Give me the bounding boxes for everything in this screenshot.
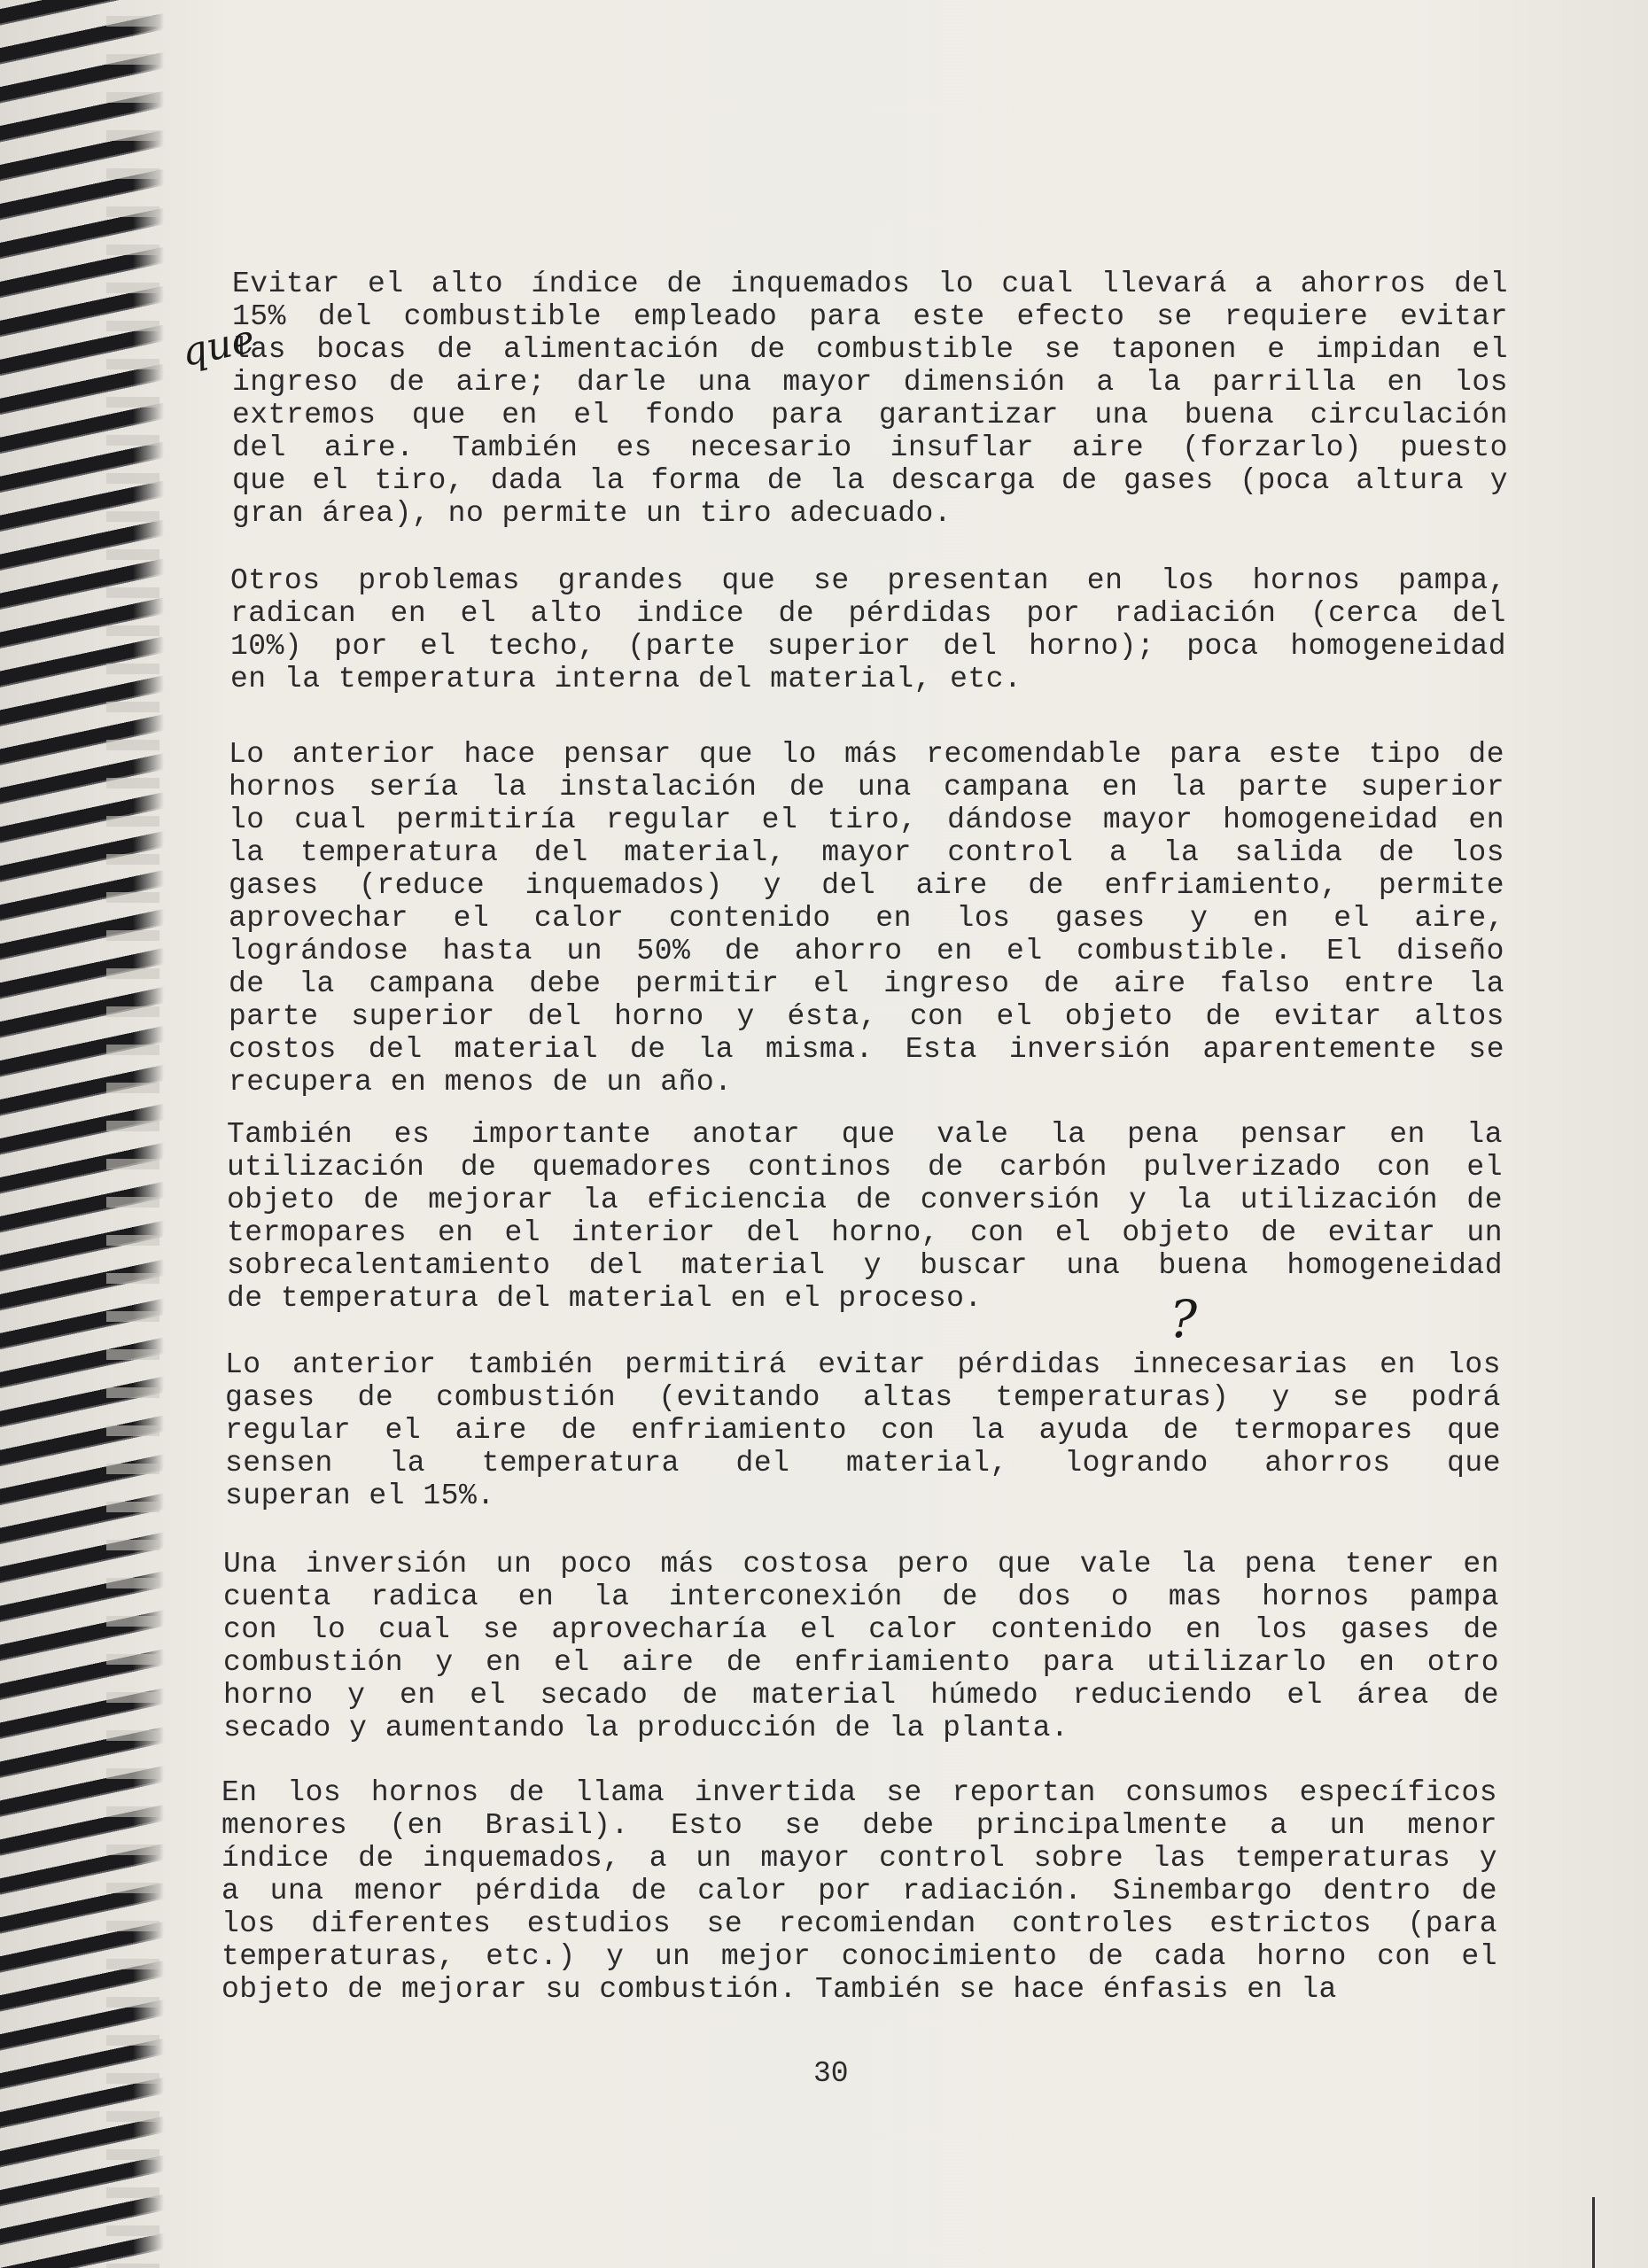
text-line: superan el 15%. [225, 1480, 495, 1512]
text-line: menores (en Brasil). Esto se debe principalmente a un menor [222, 1809, 1497, 1842]
text-line: los diferentes estudios se recomiendan controles estrictos (para [222, 1907, 1497, 1940]
text-line: en la temperatura interna del material, etc. [230, 663, 1022, 695]
text-line: costos del material de la misma. Esta inversión aparentemente se [229, 1033, 1504, 1066]
text-line: gran área), no permite un tiro adecuado. [232, 497, 952, 530]
text-line: del aire. También es necesario insuflar aire (forzarlo) puesto [232, 431, 1508, 464]
text-line: termopares en el interior del horno, con el objeto de evitar un [227, 1216, 1503, 1249]
text-line: objeto de mejorar su combustión. También se hace énfasis en la [222, 1973, 1337, 2006]
text-line: Una inversión un poco más costosa pero que vale la pena tener en [223, 1548, 1499, 1581]
binding-holes [106, 0, 159, 2268]
text-line: de la campana debe permitir el ingreso de aire falso entre la [229, 967, 1504, 1000]
text-line: Otros problemas grandes que se presentan en los hornos pampa, [230, 564, 1506, 597]
text-line: ingreso de aire; darle una mayor dimensión a la parrilla en los [232, 366, 1508, 399]
text-line: índice de inquemados, a un mayor control sobre las temperaturas y [222, 1842, 1497, 1875]
paragraph [222, 1776, 1497, 2006]
handwritten-que-note: que [177, 315, 259, 377]
paragraph [227, 1118, 1503, 1315]
page-edge [1592, 2197, 1648, 2268]
paragraph [229, 738, 1504, 1099]
text-line: secado y aumentando la producción de la planta. [223, 1712, 1069, 1744]
text-line: lo cual permitiría regular el tiro, dándose mayor homogeneidad en [229, 804, 1504, 836]
text-line: cuenta radica en la interconexión de dos o mas hornos pampa [223, 1581, 1499, 1613]
text-line: 15% del combustible empleado para este efecto se requiere evitar [232, 300, 1508, 333]
text-line: En los hornos de llama invertida se reportan consumos específicos [222, 1776, 1497, 1809]
text-line: aprovechar el calor contenido en los gases y en el aire, [229, 902, 1504, 935]
text-line: combustión y en el aire de enfriamiento para utilizarlo en otro [223, 1646, 1499, 1679]
paragraph [232, 268, 1508, 530]
text-line: lográndose hasta un 50% de ahorro en el combustible. El diseño [229, 935, 1504, 967]
text-line: 10%) por el techo, (parte superior del horno); poca homogeneidad [230, 630, 1506, 663]
text-line: temperaturas, etc.) y un mejor conocimiento de cada horno con el [222, 1940, 1497, 1973]
text-line: la temperatura del material, mayor control a la salida de los [229, 836, 1504, 869]
text-line: a una menor pérdida de calor por radiación. Sinembargo dentro de [222, 1875, 1497, 1907]
text-line: regular el aire de enfriamiento con la ayuda de termopares que [225, 1414, 1501, 1447]
text-line: parte superior del horno y ésta, con el objeto de evitar altos [229, 1000, 1504, 1033]
text-line: También es importante anotar que vale la pena pensar en la [227, 1118, 1503, 1151]
text-line: las bocas de alimentación de combustible se taponen e impidan el [232, 333, 1508, 366]
text-line: gases de combustión (evitando altas temperaturas) y se podrá [225, 1381, 1501, 1414]
text-line: que el tiro, dada la forma de la descarga de gases (poca altura y [232, 464, 1508, 497]
text-line: con lo cual se aprovecharía el calor contenido en los gases de [223, 1613, 1499, 1646]
text-line: utilización de quemadores continos de carbón pulverizado con el [227, 1151, 1503, 1184]
text-line: sobrecalentamiento del material y buscar una buena homogeneidad [227, 1249, 1503, 1282]
page-number: 30 [813, 2057, 849, 2090]
text-line: horno y en el secado de material húmedo reduciendo el área de [223, 1679, 1499, 1712]
text-line: hornos sería la instalación de una campana en la parte superior [229, 771, 1504, 804]
paragraph [223, 1548, 1499, 1744]
text-line: extremos que en el fondo para garantizar una buena circulación [232, 399, 1508, 431]
handwritten-question-mark: ? [1170, 1289, 1198, 1349]
text-line: Lo anterior hace pensar que lo más recomendable para este tipo de [229, 738, 1504, 771]
text-line: objeto de mejorar la eficiencia de conversión y la utilización de [227, 1184, 1503, 1216]
text-line: Lo anterior también permitirá evitar pérdidas innecesarias en los [225, 1348, 1501, 1381]
text-line: Evitar el alto índice de inquemados lo cual llevará a ahorros del [232, 268, 1508, 300]
text-line: de temperatura del material en el proceso. [227, 1282, 983, 1315]
paragraph [225, 1348, 1501, 1512]
text-line: recupera en menos de un año. [229, 1066, 733, 1099]
text-line: gases (reduce inquemados) y del aire de enfriamiento, permite [229, 869, 1504, 902]
text-line: radican en el alto indice de pérdidas por radiación (cerca del [230, 597, 1506, 630]
paragraph [230, 564, 1506, 695]
text-line: sensen la temperatura del material, logrando ahorros que [225, 1447, 1501, 1480]
